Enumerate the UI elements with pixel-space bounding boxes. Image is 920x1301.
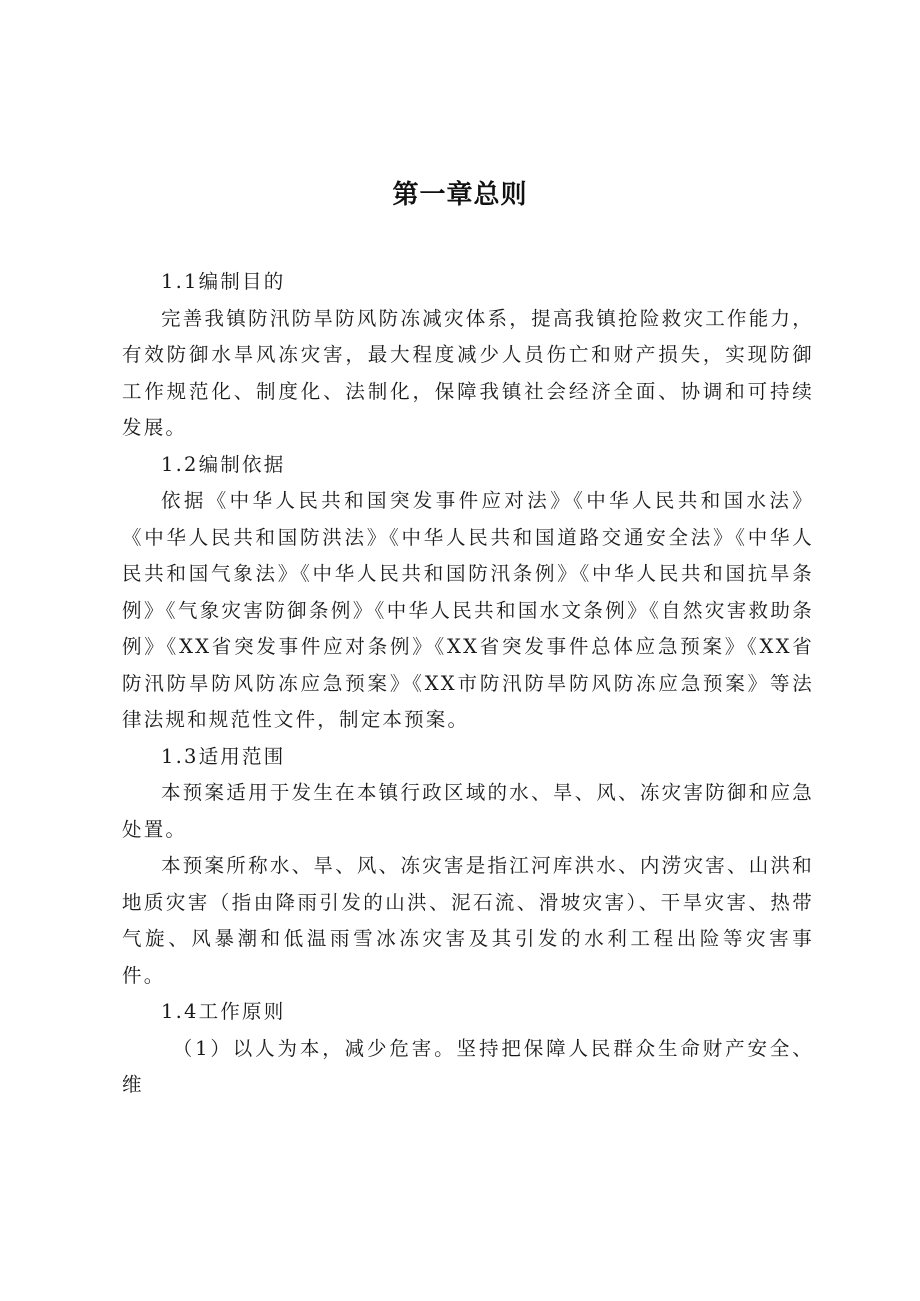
principle-item-1: （1）以人为本，减少危害。坚持把保障人民群众生命财产安全、维 [122, 1036, 814, 1096]
paragraph-scope: 本预案适用于发生在本镇行政区域的水、旱、风、冻灾害防御和应急处置。 [122, 781, 814, 841]
paragraph-scope-definition: 本预案所称水、旱、风、冻灾害是指江河库洪水、内涝灾害、山洪和地质灾害（指由降雨引发的山洪、泥石流、滑坡灾害）、干旱灾害、热带气旋、风暴潮和低温雨雪冰冻灾害及其引发的水利工程出险等灾害事件。 [122, 854, 814, 987]
section-heading-1-2: 1.2编制依据 [161, 452, 286, 476]
chapter-title: 第一章总则 [392, 180, 528, 210]
section-heading-1-3: 1.3适用范围 [161, 744, 286, 768]
section-heading-1-1: 1.1编制目的 [161, 270, 286, 293]
paragraph-purpose: 完善我镇防汛防旱防风防冻减灾体系，提高我镇抢险救灾工作能力，有效防御水旱风冻灾害，最大程度减少人员伤亡和财产损失，实现防御工作规范化、制度化、法制化，保障我镇社会经济全面、协调和可持续发展。 [122, 306, 814, 439]
paragraph-basis: 依据《中华人民共和国突发事件应对法》《中华人民共和国水法》《中华人民共和国防洪法》《中华人民共和国道路交通安全法》《中华人民共和国气象法》《中华人民共和国防汛条例》《中华人民共和国抗旱条例》《气象灾害防御条例》《中华人民共和国水文条例》《自然灾害救助条例》《XX省突发事件应对条例》《XX省突发事件总体应急预案》《XX省防汛防旱防风防冻应急预案》《XX市防汛防旱防风防冻应急预案》等法律法规和规范性文件，制定本预案。 [122, 489, 814, 731]
section-heading-1-4: 1.4工作原则 [161, 1000, 286, 1023]
document-body [122, 264, 814, 1104]
